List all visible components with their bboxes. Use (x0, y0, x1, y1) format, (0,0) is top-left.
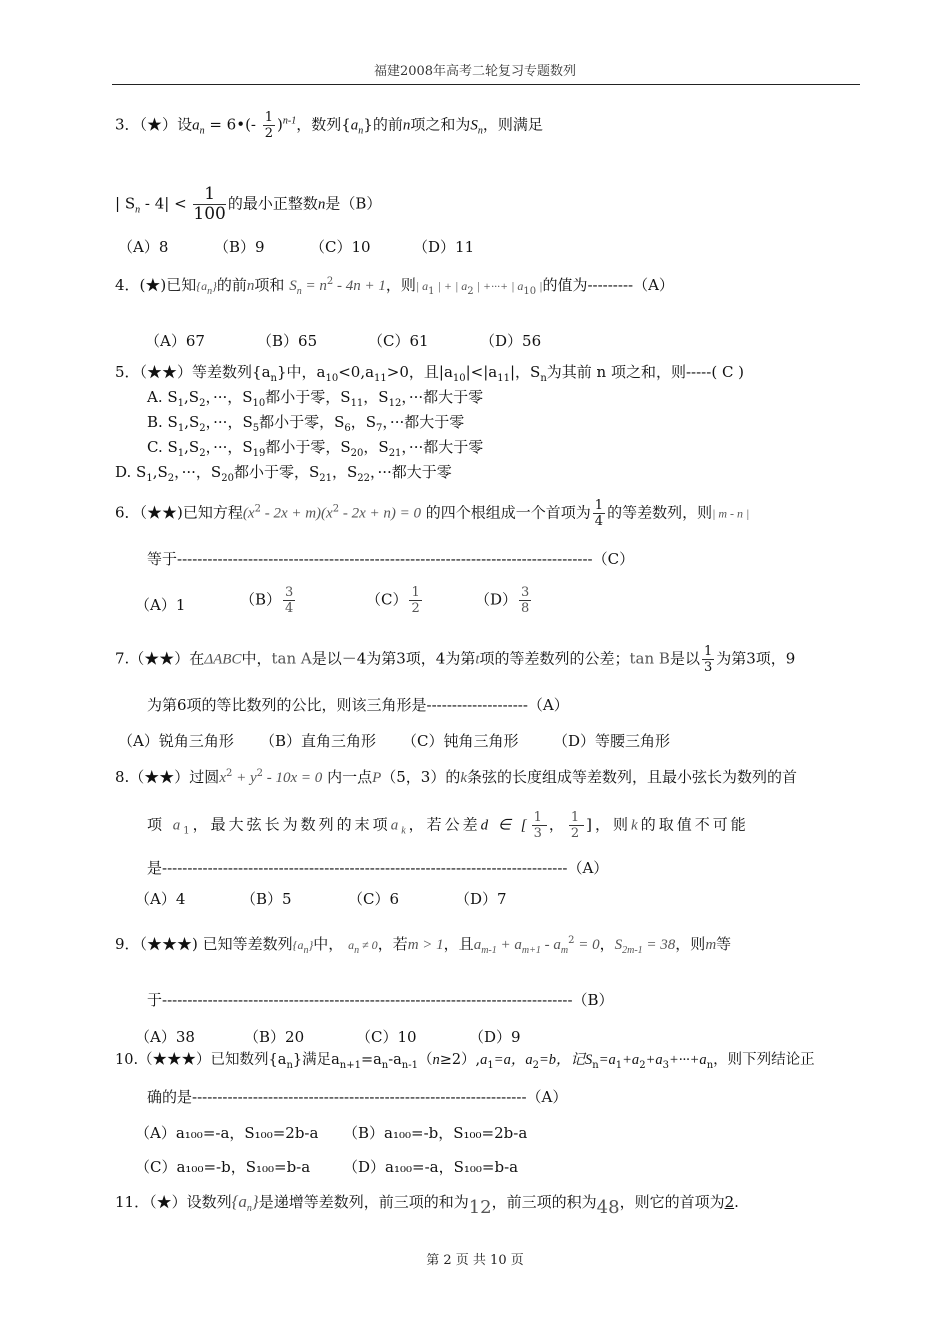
q3-fraction: $\frac{1}{2}$ (264, 110, 274, 141)
q6-option-c: （C） $\frac{1}{2}$ (366, 585, 420, 616)
q3-difficulty: （★） (139, 115, 178, 134)
q3-option-b: （B）9 (214, 238, 265, 256)
q10-line2: 确的是------------------------------------------------------------------（A） (147, 1088, 568, 1106)
q8-option-d: （D）7 (455, 890, 507, 908)
q4-option-a: （A）67 (145, 332, 205, 350)
q6-line2: 等于----------------------------------------------------------------------------------（C） (147, 550, 635, 568)
q5-option-c: C. $S_1,S_2$，···，$S_{19}$都小于零，$S_{20}$，$S_{21}$，···都大于零 (147, 438, 484, 459)
q6-option-b: （B） $\frac{3}{4}$ (240, 585, 294, 616)
q5-line1: 5．（★★）等差数列$\{a_n\}$中，$a_{10}<0,a_{11}>0$，且$|a_{10}|<|a_{11}|$，$S_n$为其前 n 项之和，则-----( C ) (115, 363, 745, 384)
q9-line2: 于---------------------------------------------------------------------------------（B） (147, 991, 614, 1009)
q4-option-d: （D）56 (480, 332, 542, 350)
q11-answer: 2 (724, 1193, 735, 1211)
q8-option-a: （A）4 (135, 890, 186, 908)
q10-option-b: （B）a₁₀₀=-b，S₁₀₀=2b-a (343, 1124, 528, 1142)
q10-option-d: （D）a₁₀₀=-a，S₁₀₀=b-a (343, 1158, 519, 1176)
q9-option-b: （B）20 (244, 1028, 305, 1046)
q11-line1: 11．（★）设数列$\{a_n\}$是递增等差数列，前三项的和为12，前三项的积为48，则它的首项为2. (115, 1192, 739, 1218)
q7-option-c: （C）钝角三角形 (402, 732, 519, 750)
q5-option-d: D. $S_1,S_2$，···，$S_{20}$都小于零，$S_{21}$，$S_{22}$，···都大于零 (115, 463, 452, 484)
q3-option-a: （A）8 (118, 238, 169, 256)
q4-option-c: （C）61 (368, 332, 429, 350)
q7-line2: 为第6项的等比数列的公比，则该三角形是--------------------（A） (147, 696, 569, 714)
q10-line1: 10.（★★★）已知数列$\{a_n\}$满足$a_{n+1}=a_n-a_{n-1}(n\ge 2),a_1=a$，$a_2=b$，记$S_n=a_1+a_2+a_3+\cdot\cdot\cdot+a_n$，则下列结论正 (115, 1052, 815, 1071)
q6-line1: 6．（★★)已知方程$(x^2 - 2x + m)(x^2 - 2x + n) = 0$ 的四个根组成一个首项为 $\frac{1}{4}$ 的等差数列，则| m - n | (115, 498, 750, 529)
q7-option-b: （B）直角三角形 (260, 732, 377, 750)
q9-option-d: （D）9 (469, 1028, 521, 1046)
q6-option-a: （A）1 (135, 596, 186, 614)
q7-line1: 7.（★★）在ΔABC中，tan A是以－4为第3项，4为第t项的等差数列的公差；tan B是以 $\frac{1}{3}$ 为第3项，9 (115, 644, 796, 675)
q4-difficulty: (★) (139, 276, 167, 294)
page-footer: 第 2 页 共 10 页 (426, 1253, 524, 1268)
q4-line1: 4．(★)已知$\{a_n\}$的前n项和 $S_n = n^2 - 4n + 1$，则| $a_1$ | + | $a_2$ | +···+ | $a_{10}$ |的值为---------（A） (115, 276, 674, 297)
q8-line1: 8.（★★）过圆$x^2 + y^2 - 10x = 0$ 内一点P（5，3）的k条弦的长度组成等差数列，且最小弦长为数列的首 (115, 768, 798, 786)
q5-option-a: A. $S_1,S_2$，···，$S_{10}$都小于零，$S_{11}$，$S_{12}$，···都大于零 (147, 388, 484, 409)
q8-option-b: （B）5 (241, 890, 292, 908)
q3-option-c: （C）10 (310, 238, 371, 256)
q7-option-a: （A）锐角三角形 (118, 732, 234, 750)
q6-fraction: $\frac{1}{4}$ (594, 498, 604, 529)
q7-option-d: （D）等腰三角形 (553, 732, 671, 750)
header-rule (112, 84, 860, 85)
q8-line3: 是--------------------------------------------------------------------------------（A） (147, 859, 609, 877)
q3-option-d: （D）11 (413, 238, 475, 256)
q9-option-c: （C）10 (356, 1028, 417, 1046)
q6-option-d: （D） $\frac{3}{8}$ (475, 585, 530, 616)
q3-line2: | $S_n - 4|$ < $\frac{1}{100}$ 的最小正整数n是（B） (115, 184, 382, 224)
q10-option-a: （A）a₁₀₀=-a，S₁₀₀=2b-a (135, 1124, 319, 1142)
q9-line1: 9．（★★★) 已知等差数列$\{a_n\}$中， $a_n \ne 0$，若m > 1，且$a_{m-1} + a_{m+1} - a_m^2 = 0$，$S_{2m-1} = 38$，则m等 (115, 935, 732, 956)
q8-option-c: （C）6 (348, 890, 400, 908)
q7-fraction: $\frac{1}{3}$ (703, 644, 713, 675)
q3-line1: 3．（★）设$a_n$ = 6•(- $\frac{1}{2}$ )$^{n-1}$，数列$\{a_n\}$的前n项之和为$S_n$，则满足 (115, 110, 543, 141)
q3-number: 3． (115, 115, 140, 134)
q9-option-a: （A）38 (135, 1028, 195, 1046)
page-header: 福建2008年高考二轮复习专题数列 (373, 64, 577, 79)
q10-option-c: （C）a₁₀₀=-b，S₁₀₀=b-a (135, 1158, 311, 1176)
q5-option-b: B. $S_1,S_2$，···，$S_5$都小于零，$S_6$，$S_7$，···都大于零 (147, 413, 465, 434)
q3-fraction-100: $\frac{1}{100}$ (193, 184, 226, 224)
q8-line2: 项 $a_1$，最大弦长为数列的末项$a_k$，若公差d ∈ [ $\frac{1}{3}$ ， $\frac{1}{2}$ ]，则k的取值不可能 (147, 810, 749, 841)
q4-option-b: （B）65 (257, 332, 318, 350)
